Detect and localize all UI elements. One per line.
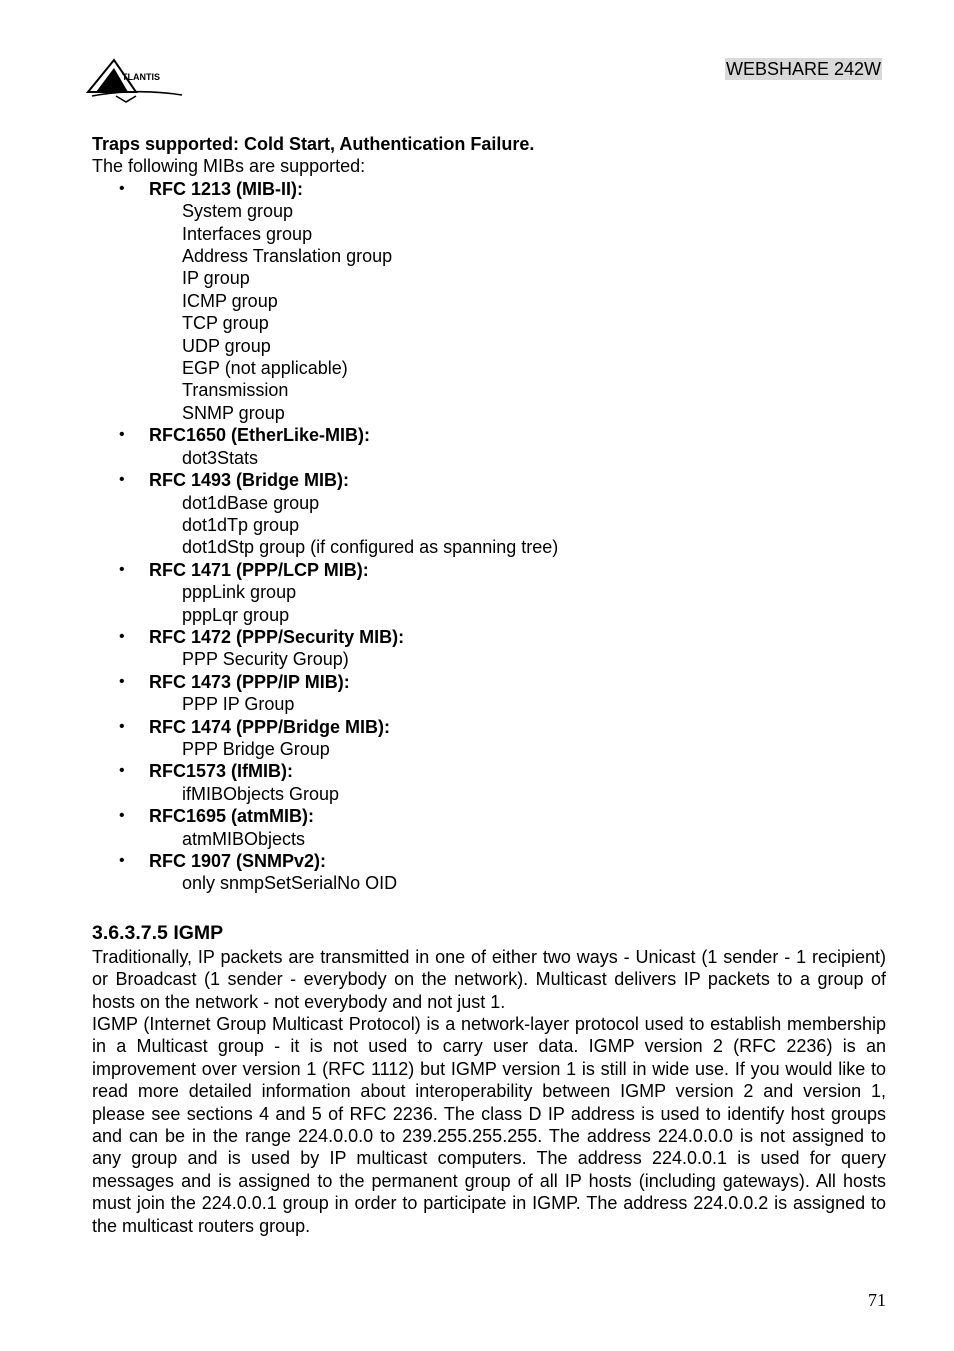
logo-text: TLANTIS (122, 72, 160, 82)
bullet-icon: • (119, 717, 125, 735)
mib-item (92, 559, 886, 626)
page-number: 71 (868, 1290, 886, 1310)
mib-rfc-label: RFC 1473 (PPP/IP MIB): (149, 671, 350, 692)
traps-line: Traps supported: Cold Start, Authentication Failure. (92, 134, 535, 154)
mib-item (92, 626, 886, 671)
mib-rfc-label: RFC1650 (EtherLike-MIB): (149, 425, 371, 446)
bullet-icon: • (119, 627, 125, 645)
mib-group: IP group (182, 268, 250, 289)
mib-group: ifMIBObjects Group (182, 783, 340, 804)
mib-group: UDP group (182, 335, 271, 356)
paragraph-intro: Traditionally, IP packets are transmitted in one of either two ways - Unicast (1 sender - 1 recipient) or Broadcast (1 sender - everybody on the network). Multicast delivers IP packets to a group of hosts on the network - not everybody and not just 1. (92, 946, 886, 1012)
mib-item (92, 178, 886, 424)
mib-group: Interfaces group (182, 223, 313, 244)
mib-item (92, 424, 886, 469)
mib-group: Address Translation group (182, 246, 393, 267)
mib-rfc-label: RFC 1213 (MIB-II): (149, 178, 304, 199)
mib-rfc-label: RFC 1474 (PPP/Bridge MIB): (149, 716, 391, 737)
mib-item (92, 805, 886, 850)
mib-list (92, 178, 886, 895)
bullet-icon: • (119, 807, 125, 825)
mib-item (92, 716, 886, 761)
section-title: 3.6.3.7.5 IGMP (92, 921, 224, 944)
bullet-icon: • (119, 471, 125, 489)
mib-group: dot1dBase group (182, 492, 320, 513)
mib-group: pppLqr group (182, 604, 290, 625)
page-content (92, 133, 886, 1237)
bullet-icon: • (119, 762, 125, 780)
mib-rfc-label: RFC 1493 (Bridge MIB): (149, 470, 350, 491)
mib-rfc-label: RFC 1472 (PPP/Security MIB): (149, 626, 405, 647)
mib-group: PPP Bridge Group (182, 738, 330, 759)
mib-rfc-label: RFC1573 (IfMIB): (149, 761, 294, 782)
bullet-icon: • (119, 560, 125, 578)
mib-group: EGP (not applicable) (182, 358, 348, 379)
mib-rfc-label: RFC1695 (atmMIB): (149, 806, 315, 827)
mib-group: dot1dStp group (if configured as spanning tree) (182, 537, 559, 558)
mib-group: atmMIBObjects (182, 828, 306, 849)
mib-group: pppLink group (182, 582, 297, 603)
mib-rfc-label: RFC 1907 (SNMPv2): (149, 851, 327, 871)
atlantis-logo (86, 58, 186, 104)
mib-item (92, 671, 886, 716)
mib-group: PPP Security Group) (182, 649, 349, 670)
mib-group: Transmission (182, 380, 289, 401)
mib-item (92, 850, 886, 895)
mib-group: TCP group (182, 313, 269, 334)
mib-group: dot1dTp group (182, 514, 300, 535)
bullet-icon: • (119, 852, 125, 869)
bullet-icon: • (119, 672, 125, 690)
mib-rfc-label: RFC 1471 (PPP/LCP MIB): (149, 559, 369, 580)
mib-item (92, 469, 886, 559)
bullet-icon: • (119, 179, 125, 197)
mib-group: PPP IP Group (182, 694, 295, 715)
mib-group: only snmpSetSerialNo OID (182, 873, 398, 894)
paragraph-igmp: IGMP (Internet Group Multicast Protocol) is a network-layer protocol used to establish membership in a Multicast group - it is not used to carry user data. IGMP version 2 (RFC 2236) is an improvement over version 1 (RFC 1112) but IGMP version 1 is still in wide use. If you would like to read more detailed information about interoperability between IGMP version 2 and version 1, please see sections 4 and 5 of RFC 2236. The class D IP address is used to identify host groups and can be in the range 224.0.0.0 to 239.255.255.255. The address 224.0.0.0 is not assigned to any group and is used by IP multicast computers. The address 224.0.0.1 is used for query messages and is assigned to the permanent group of all IP hosts (including gateways). All hosts must join the 224.0.0.1 group in order to participate in IGMP. The address 224.0.0.2 is assigned to the multicast routers group. (92, 1014, 886, 1236)
mib-group: System group (182, 201, 294, 222)
product-name: WEBSHARE 242W (725, 59, 881, 79)
mib-group: dot3Stats (182, 447, 259, 468)
mib-group: SNMP group (182, 402, 285, 423)
mib-intro: The following MIBs are supported: (92, 156, 366, 177)
bullet-icon: • (119, 426, 125, 444)
mib-item (92, 760, 886, 805)
mib-group: ICMP group (182, 290, 278, 311)
